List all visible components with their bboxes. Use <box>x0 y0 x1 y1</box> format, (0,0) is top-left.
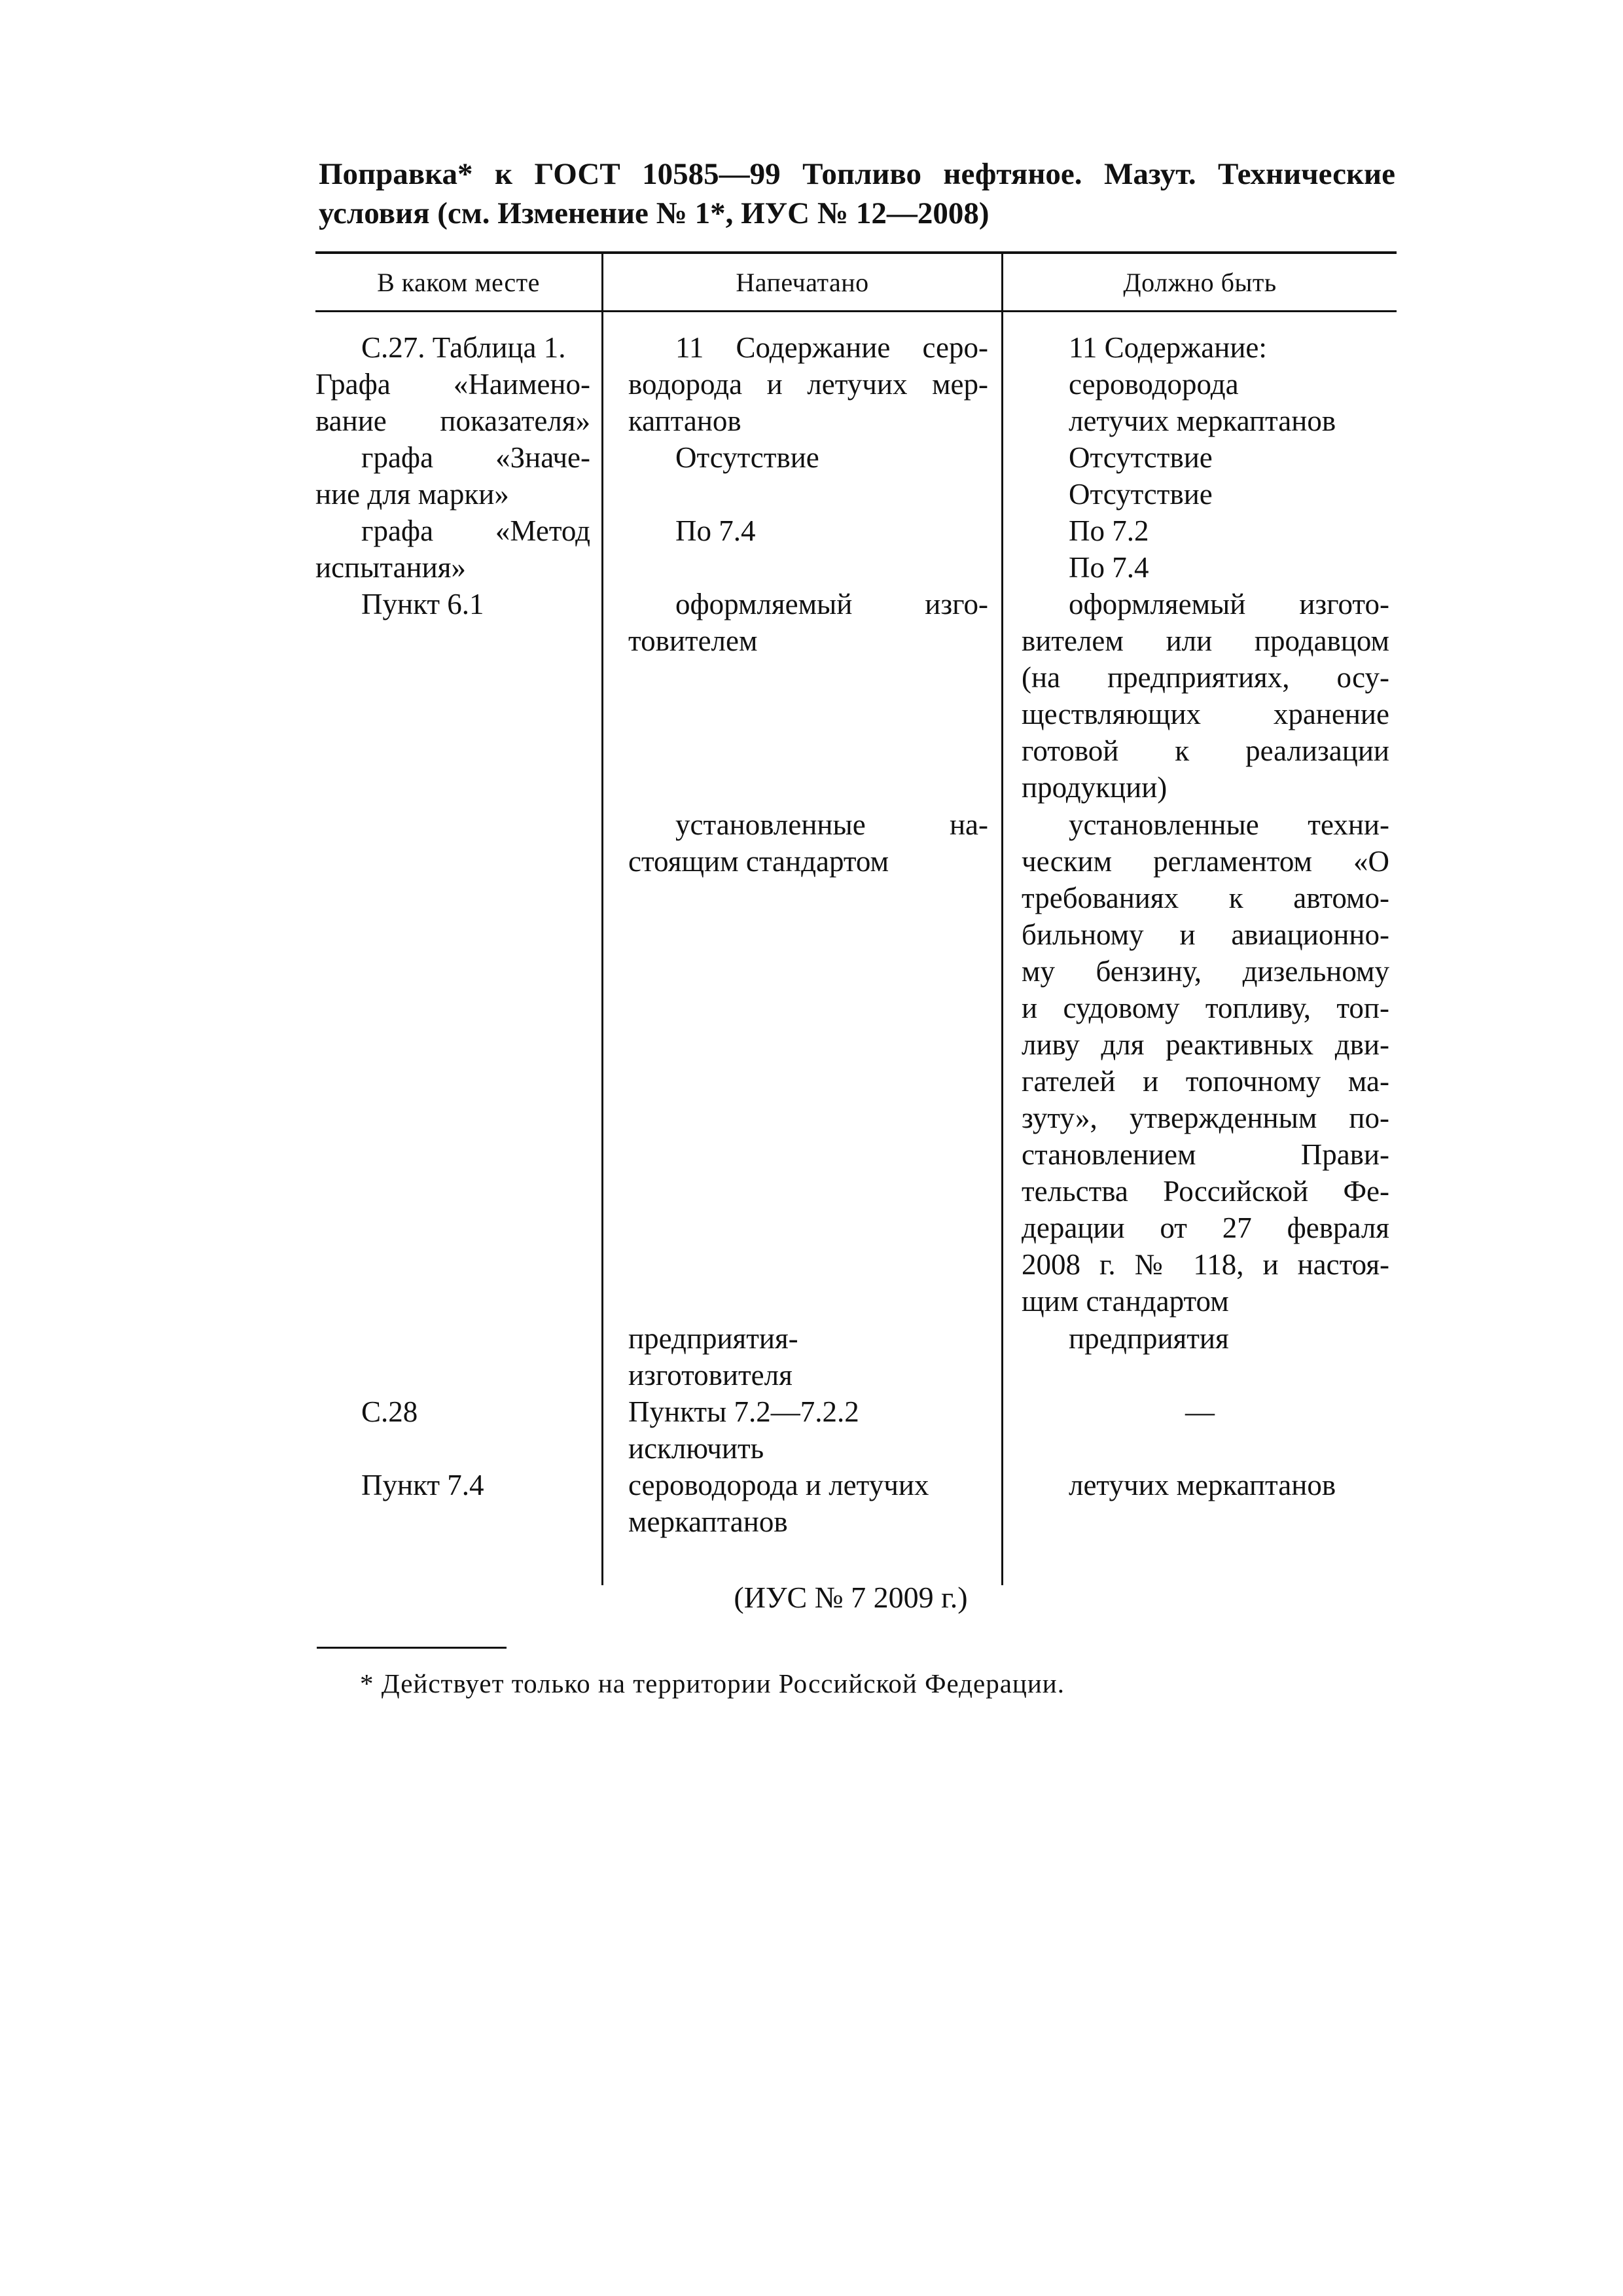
table-line: вание показателя» <box>315 404 590 437</box>
table-line: Отсутствие <box>1069 441 1213 474</box>
table-line: и судовому топливу, топ- <box>1022 992 1389 1024</box>
table-line: сероводорода и летучих <box>628 1469 929 1501</box>
header-printed: Напечатано <box>601 254 1001 310</box>
document-title: Поправка* к ГОСТ 10585—99 Топливо нефтяное. Мазут. Технические условия (см. Изменение № 1*, ИУС № 12—2008) <box>319 157 1395 230</box>
table-line: По 7.2 <box>1069 514 1149 547</box>
table-line: му бензину, дизельному <box>1022 955 1389 988</box>
table-line: ние для марки» <box>315 478 509 511</box>
table-line: бильному и авиационно- <box>1022 918 1389 951</box>
table-line: установленные техни- <box>1069 808 1389 841</box>
table-line: С.27. Таблица 1. <box>361 331 566 364</box>
table-line: С.28 <box>361 1395 418 1428</box>
table-line: требованиях к автомо- <box>1022 882 1389 914</box>
table-line: оформляемый изгото- <box>1069 588 1389 620</box>
table-line: ческим регламентом «О <box>1022 845 1389 878</box>
table-line: стоящим стандартом <box>628 845 889 878</box>
header-should-be: Должно быть <box>1001 254 1397 310</box>
table-line: каптанов <box>628 404 741 437</box>
table-line: графа «Метод <box>361 514 590 547</box>
header-location: В каком месте <box>377 267 540 297</box>
table-line: ливу для реактивных дви- <box>1022 1028 1389 1061</box>
table-line: Отсутствие <box>675 441 819 474</box>
table-line: Отсутствие <box>1069 478 1213 511</box>
table-line: тельства Российской Фе- <box>1022 1175 1389 1208</box>
table-line: предприятия <box>1069 1322 1229 1355</box>
table-line: продукции) <box>1022 771 1168 804</box>
table-line: предприятия- <box>628 1322 798 1355</box>
table-line: графа «Значе- <box>361 441 590 474</box>
table-line: Пункт 7.4 <box>361 1469 484 1501</box>
table-line: становлением Прави- <box>1022 1138 1389 1171</box>
table-line: товителем <box>628 624 758 657</box>
table-line: ществляющих хранение <box>1022 698 1389 730</box>
amendment-table <box>315 251 1397 1585</box>
table-line: вителем или продавцом <box>1022 624 1389 657</box>
footnote: * Действует только на территории Российской Федерации. <box>360 1668 1065 1698</box>
table-line: изготовителя <box>628 1359 793 1391</box>
table-line: исключить <box>628 1432 764 1465</box>
table-line: меркаптанов <box>628 1505 788 1538</box>
table-line: Пункты 7.2—7.2.2 <box>628 1395 859 1428</box>
table-line: (на предприятиях, осу- <box>1022 661 1389 694</box>
source-reference: (ИУС № 7 2009 г.) <box>734 1581 968 1614</box>
column-printed <box>601 312 1001 1585</box>
table-line: водорода и летучих мер- <box>628 368 988 401</box>
table-line: Пункт 6.1 <box>361 588 484 620</box>
table-line: оформляемый изго- <box>675 588 988 620</box>
footnote-divider <box>317 1647 507 1649</box>
table-line: 11 Содержание: <box>1069 331 1267 364</box>
table-line: сероводорода <box>1069 368 1239 401</box>
table-header-row <box>315 254 1397 312</box>
table-line: испытания» <box>315 551 466 584</box>
table-line: щим стандартом <box>1022 1285 1229 1318</box>
table-line: По 7.4 <box>1069 551 1149 584</box>
table-line: гателей и топочному ма- <box>1022 1065 1389 1098</box>
table-line: 2008 г. № 118, и настоя- <box>1022 1248 1389 1281</box>
table-line: Графа «Наимено- <box>315 368 590 401</box>
table-line: летучих меркаптанов <box>1069 1469 1336 1501</box>
table-line: 11 Содержание серо- <box>675 331 988 364</box>
table-line: дерации от 27 февраля <box>1022 1211 1389 1244</box>
table-line: — <box>1185 1395 1215 1428</box>
table-line: готовой к реализации <box>1022 734 1389 767</box>
table-line: летучих меркаптанов <box>1069 404 1336 437</box>
table-line: По 7.4 <box>675 514 756 547</box>
table-body <box>315 312 1397 1585</box>
column-should-be <box>1001 312 1397 1585</box>
table-line: установленные на- <box>675 808 988 841</box>
table-line: зуту», утвержденным по- <box>1022 1102 1389 1134</box>
column-location <box>315 312 601 1585</box>
